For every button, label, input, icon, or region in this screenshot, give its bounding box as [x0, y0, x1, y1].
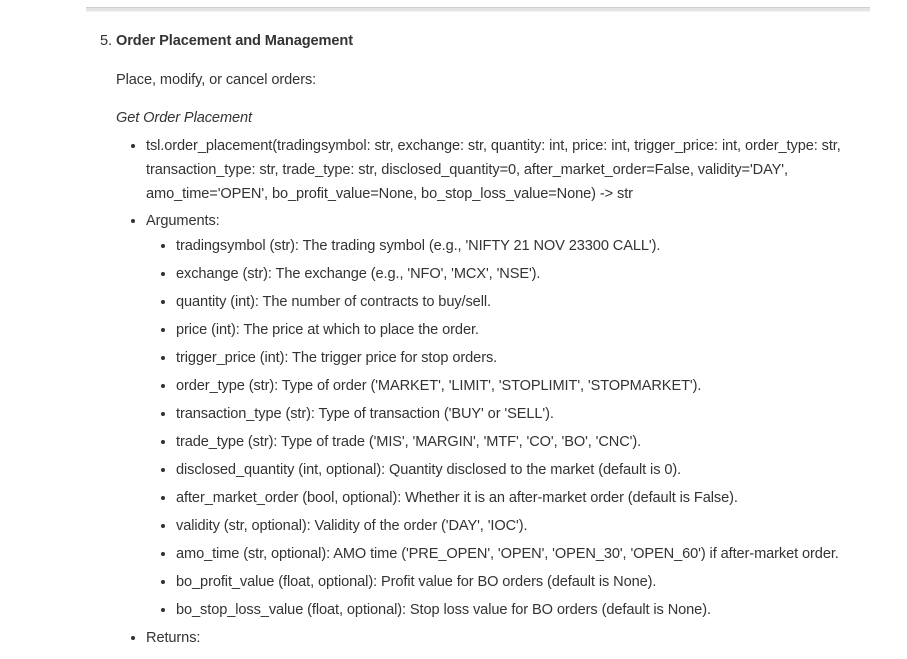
returns-label: Returns:	[146, 630, 201, 646]
horizontal-rule	[86, 7, 870, 12]
subheading: Get Order Placement	[116, 110, 252, 126]
arguments-label: Arguments:	[146, 213, 220, 229]
list-item: • trade_type (str): Type of trade ('MIS', 'MARGIN', 'MTF', 'CO', 'BO', 'CNC').	[176, 430, 886, 454]
section-number: 5.	[100, 33, 112, 49]
function-signature-text: tsl.order_placement(tradingsymbol: str, exchange: str, quantity: int, price: int, trigger_price: int, order_type: str, transaction_type: str, trade_type: str, disclosed_quantity=0, after_market_order=False, validity='DAY', amo_time='OPEN', bo_profit_value=None, bo_stop_loss_value=None) -> str	[146, 138, 841, 202]
list-item: • trigger_price (int): The trigger price for stop orders.	[176, 346, 886, 370]
section-intro: Place, modify, or cancel orders:	[116, 72, 317, 88]
list-item: • validity (str, optional): Validity of the order ('DAY', 'IOC').	[176, 514, 886, 538]
list-item: • quantity (int): The number of contracts to buy/sell.	[176, 290, 886, 314]
list-item: • tradingsymbol (str): The trading symbol (e.g., 'NIFTY 21 NOV 23300 CALL').	[176, 234, 886, 258]
section-heading	[100, 31, 353, 51]
list-item: • disclosed_quantity (int, optional): Quantity disclosed to the market (default is 0).	[176, 458, 886, 482]
list-item: • amo_time (str, optional): AMO time ('PRE_OPEN', 'OPEN', 'OPEN_30', 'OPEN_60') if after-market order.	[176, 542, 886, 566]
list-item: • exchange (str): The exchange (e.g., 'NFO', 'MCX', 'NSE').	[176, 262, 886, 286]
list-item: • after_market_order (bool, optional): Whether it is an after-market order (default is False).	[176, 486, 886, 510]
function-signature	[146, 134, 886, 206]
list-item: • bo_profit_value (float, optional): Profit value for BO orders (default is None).	[176, 570, 886, 594]
section-title: Order Placement and Management	[115, 33, 354, 49]
list-item: • order_type (str): Type of order ('MARKET', 'LIMIT', 'STOPLIMIT', 'STOPMARKET').	[176, 374, 886, 398]
list-item: • transaction_type (str): Type of transaction ('BUY' or 'SELL').	[176, 402, 886, 426]
arguments-item	[146, 209, 886, 622]
list-item: • price (int): The price at which to place the order.	[176, 318, 886, 342]
arguments-list	[146, 234, 886, 622]
list-item: • bo_stop_loss_value (float, optional): Stop loss value for BO orders (default is None).	[176, 598, 886, 622]
function-details-list	[130, 134, 886, 654]
returns-item	[146, 626, 886, 650]
